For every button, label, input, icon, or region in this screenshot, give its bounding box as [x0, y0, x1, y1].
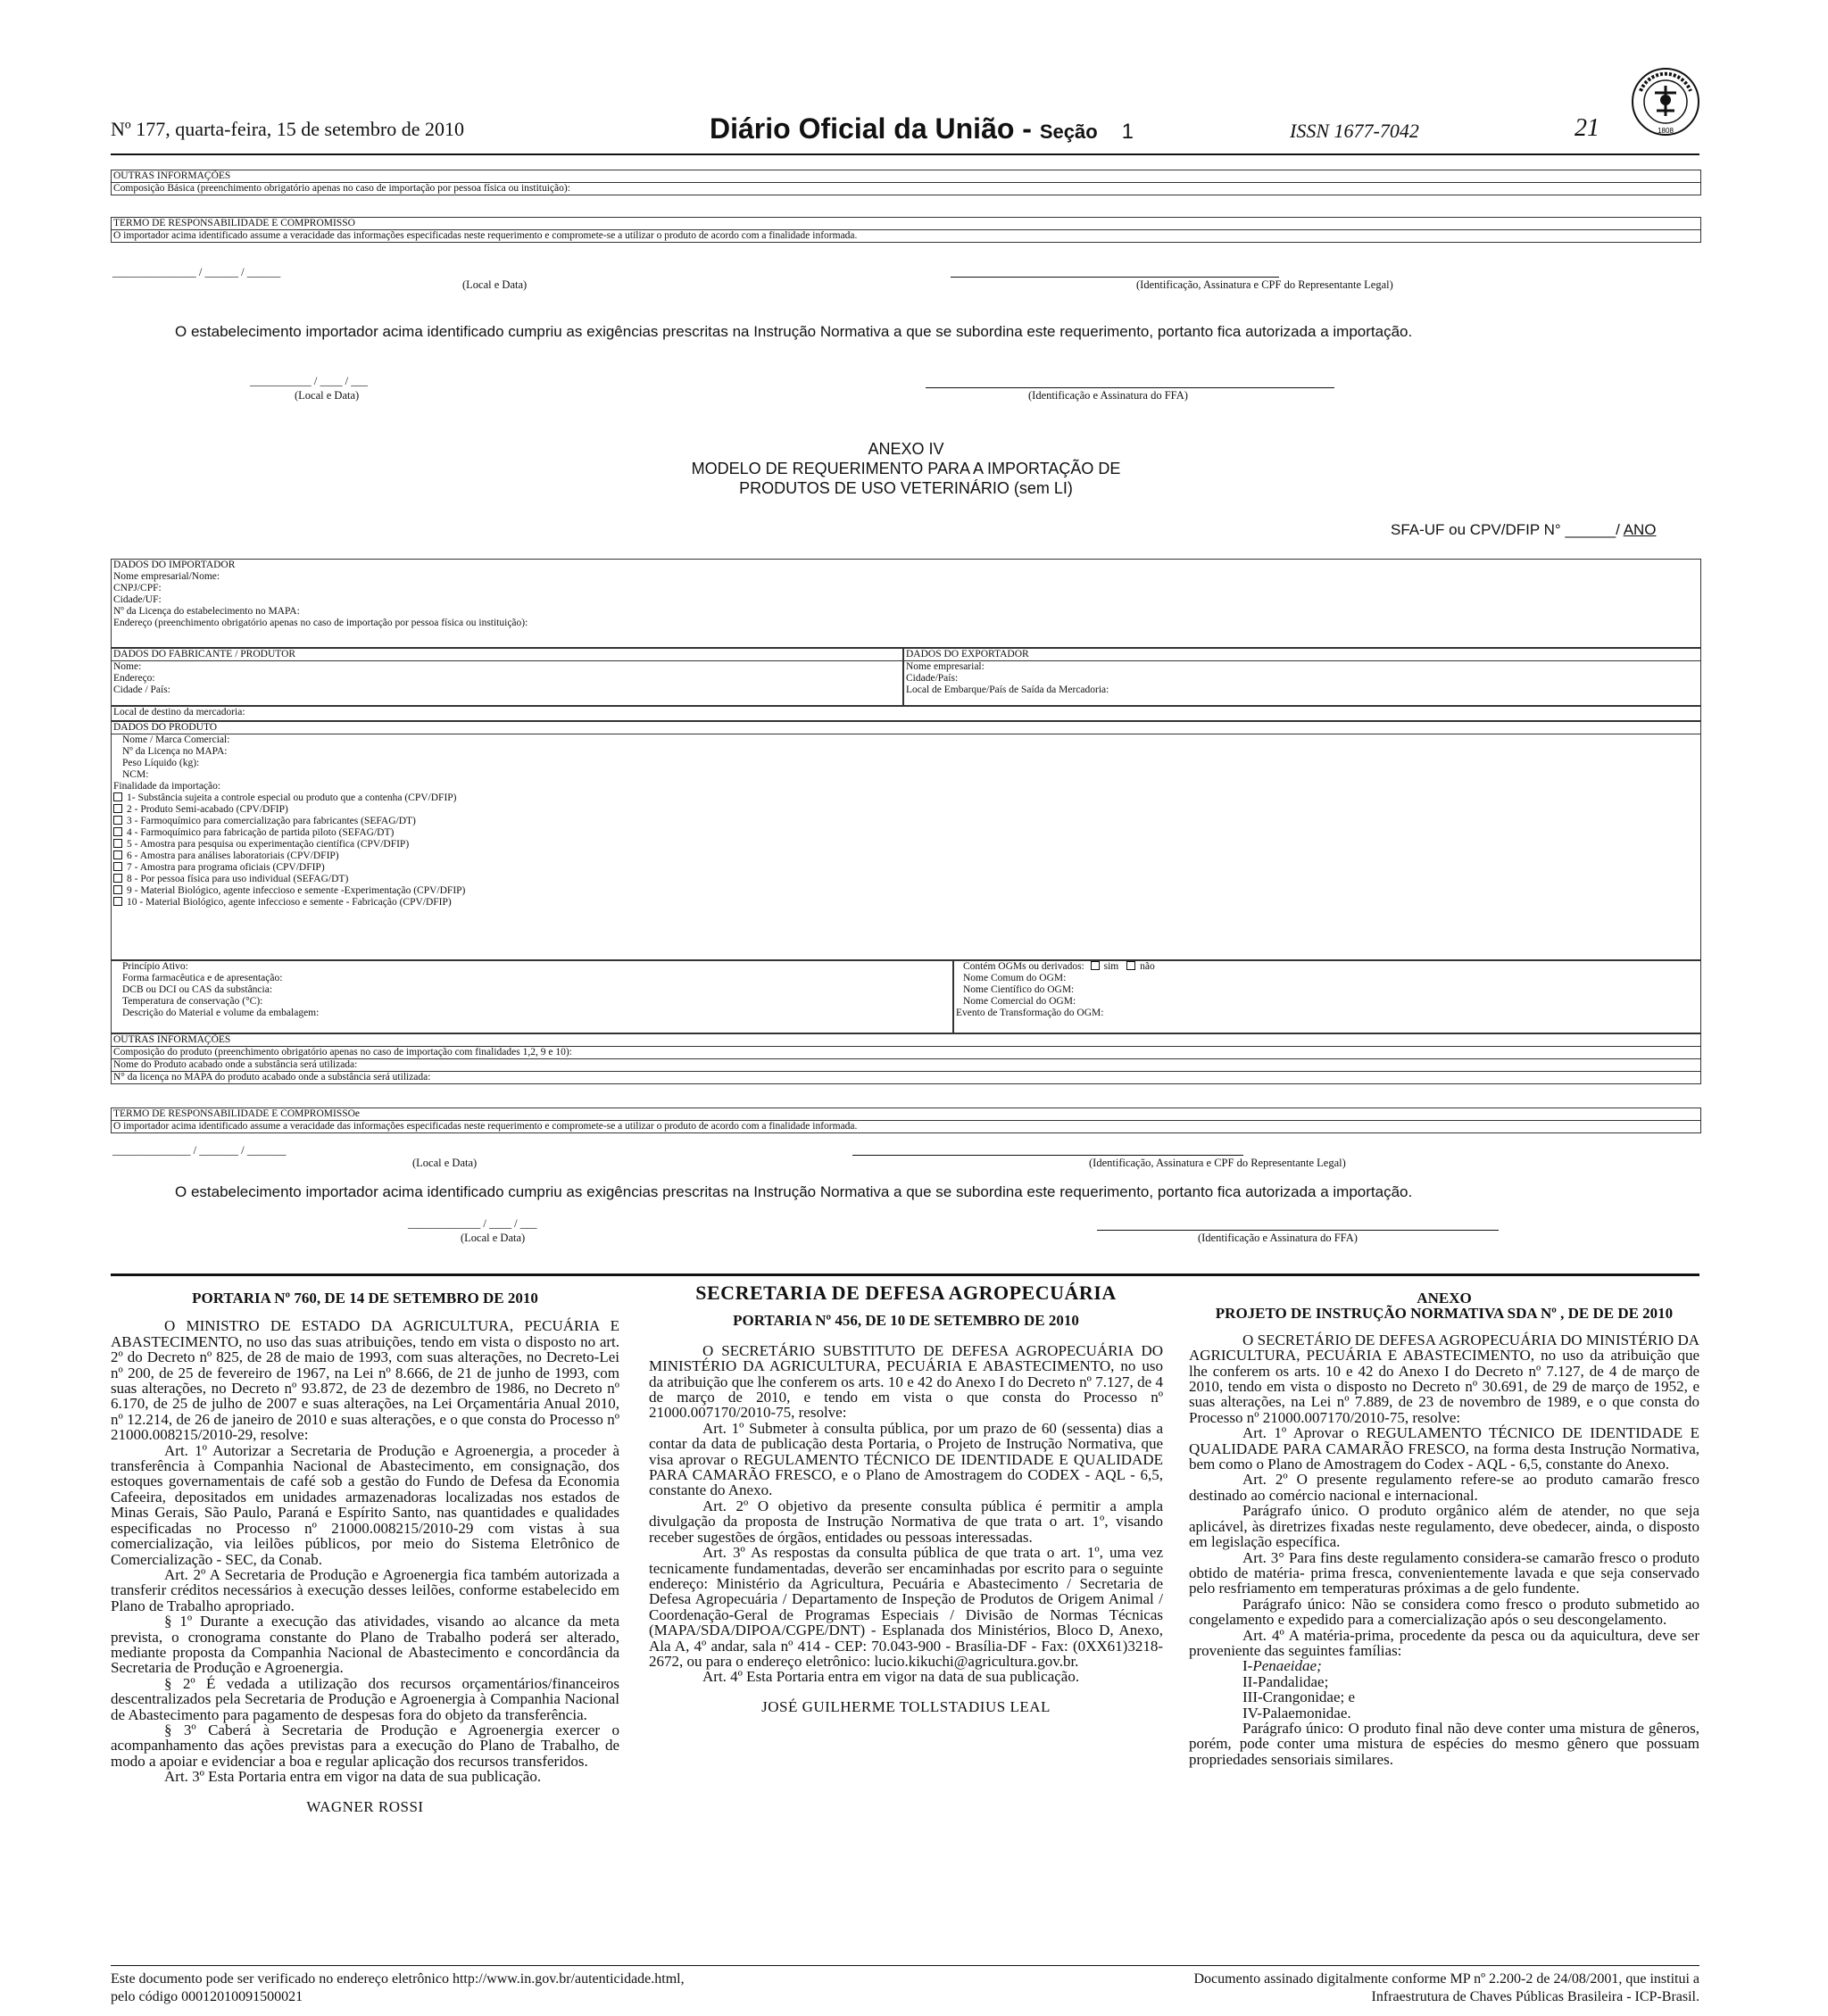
checkbox-9[interactable]	[113, 885, 122, 894]
signature-jose-guilherme: JOSÉ GUILHERME TOLLSTADIUS LEAL	[761, 1697, 1051, 1715]
finalidade-option-10: 10 - Material Biológico, agente infeccioso e semente - Fabricação (CPV/DFIP)	[112, 897, 1700, 908]
paragraph: Art. 3º Esta Portaria entra em vigor na data de sua publicação.	[164, 1768, 542, 1786]
checkbox-4[interactable]	[113, 827, 122, 836]
sfa-ano: ANO	[1623, 521, 1657, 538]
sfa-blank: ______/	[1565, 521, 1620, 538]
form2-date-blank-2: _____________ / ____ / ___	[408, 1217, 537, 1230]
form2-termo-text: O importador acima identificado assume a veracidade das informações especificadas neste requerimento e compromete-se a utilizar o produto de acordo com a finalidade informada.	[113, 1121, 858, 1132]
form1-outras-label: OUTRAS INFORMAÇÕES	[112, 170, 1700, 183]
exportador-box	[903, 648, 1701, 706]
paragraph: Art. 1º Aprovar o REGULAMENTO TÉCNICO DE IDENTIDADE E QUALIDADE PARA CAMARÃO FRESCO, na forma desta Instrução Normativa, bem como o Plano de Amostragem do Codex - AQL - 6,5, constante do Anexo.	[1189, 1424, 1699, 1473]
page-number: 21	[1575, 114, 1600, 142]
finalidade-option-3: 3 - Farmoquímico para comercialização para fabricantes (SEFAG/DT)	[112, 816, 1700, 827]
paragraph: Parágrafo único. O produto orgânico além de atender, no que seja aplicável, às diretrizes fixadas neste regulamento, deve obedecer, ainda, o disposto em legislação específica.	[1189, 1502, 1699, 1551]
svg-text:1808: 1808	[1658, 127, 1674, 135]
checkbox-7[interactable]	[113, 862, 122, 871]
form2-authorization-statement: O estabelecimento importador acima identificado cumpriu as exigências prescritas na Instrução Normativa a que se subordina este requerimento, portanto fica autorizada a importação.	[175, 1183, 1413, 1200]
gazette-name: Diário Oficial da União -	[710, 112, 1032, 145]
importador-box	[111, 559, 1701, 648]
verification-url-text: Este documento pode ser verificado no endereço eletrônico http://www.in.gov.br/autenticidade.html,	[111, 1971, 685, 1987]
form1-date-blank: _______________ / ______ / ______	[112, 266, 281, 278]
paragraph: § 2º É vedada a utilização dos recursos orçamentários/financeiros descentralizados pela Secretaria de Produção e Agroenergia à Companhia Nacional de Abastecimento para pagamento de despesas fora do objeto da transferência.	[111, 1674, 619, 1723]
principio-ativo: Princípio Ativo:	[122, 961, 188, 972]
gazette-title	[710, 112, 1134, 145]
paragraph: Art. 3° Para fins deste regulamento considera-se camarão fresco o produto obtido de matéria- prima fresca, convenientemente lavada e que seja conservado pelo resfriamento em temperaturas próximas a de gelo fundente.	[1189, 1548, 1699, 1597]
form1-ident-ffa: (Identificação e Assinatura do FFA)	[1028, 389, 1188, 402]
paragraph: Art. 4º A matéria-prima, procedente da pesca ou da aquicultura, deve ser proveniente das seguintes famílias:	[1189, 1626, 1699, 1659]
finalidade-option-6: 6 - Amostra para análises laboratoriais (CPV/DFIP)	[112, 850, 1700, 862]
checkbox-6[interactable]	[113, 850, 122, 859]
ogm-nao-label: não	[1140, 961, 1155, 972]
paragraph: § 1º Durante a execução das atividades, visando ao alcance da meta prevista, o cronograma constante do Plano de Trabalho poderá ser alterado, mediante proposta da Companhia Nacional de Abastecimento e concordância da Secretaria de Produção e Agroenergia.	[111, 1613, 619, 1677]
digital-signature-note: Documento assinado digitalmente conforme MP nº 2.200-2 de 24/08/2001, que institui a	[1193, 1971, 1699, 1987]
form1-authorization-statement: O estabelecimento importador acima identificado cumpriu as exigências prescritas na Instrução Normativa a que se subordina este requerimento, portanto fica autorizada a importação.	[175, 323, 1413, 340]
paragraph: Art. 2º A Secretaria de Produção e Agroenergia fica também autorizada a transferir créditos necessários à execução desses leilões, conforme estabelecido em Plano de Trabalho apropriado.	[111, 1565, 619, 1614]
form1-termo-title: TERMO DE RESPONSABILIDADE E COMPROMISSO	[112, 218, 1700, 230]
paragraph: Art. 2º O presente regulamento refere-se ao produto camarão fresco destinado ao comércio nacional e internacional.	[1189, 1471, 1699, 1504]
importador-licenca: Nº da Licença do estabelecimento no MAPA:	[113, 606, 300, 617]
ogm-nome-comercial: Nome Comercial do OGM:	[963, 996, 1076, 1007]
form1-term-box	[111, 217, 1701, 243]
anexo-title: ANEXO	[1417, 1290, 1472, 1307]
form2-other-info-box	[111, 1033, 1701, 1084]
fabricante-nome: Nome:	[113, 661, 142, 672]
anexo-iv-line1: ANEXO IV	[868, 440, 944, 458]
checkbox-2[interactable]	[113, 804, 122, 813]
form2-licenca-acabado: N° da licença no MAPA do produto acabado onde a substância será utilizada:	[113, 1072, 431, 1083]
form1-local-data: (Local e Data)	[462, 278, 528, 291]
form1-composicao-label: Composição Básica (preenchimento obrigatório apenas no caso de importação por pessoa física ou instituição):	[113, 183, 570, 194]
produto-box	[111, 721, 1701, 960]
fabricante-endereco: Endereço:	[113, 673, 155, 684]
paragraph: Parágrafo único: O produto final não deve conter uma mistura de gêneros, porém, pode conter uma mistura de espécies do mesmo gênero que possuam propriedades sensoriais similares.	[1189, 1719, 1699, 1768]
checkbox-3[interactable]	[113, 816, 122, 825]
finalidade-option-1: 1- Substância sujeita a controle especial ou produto que a contenha (CPV/DFIP)	[112, 792, 1700, 804]
issn: ISSN 1677-7042	[1290, 120, 1419, 142]
produto-peso: Peso Líquido (kg):	[122, 758, 200, 768]
form1-date-blank-2: ___________ / ____ / ___	[250, 375, 368, 387]
exportador-nome: Nome empresarial:	[906, 661, 985, 672]
form2-termo-title: TERMO DE RESPONSABILIDADE E COMPROMISSOe	[112, 1108, 1700, 1121]
ogm-box	[953, 960, 1701, 1033]
paragraph: Art. 3º As respostas da consulta pública de que trata o art. 1º, uma vez tecnicamente fundamentadas, deverão ser encaminhadas por escrito para o seguinte endereço: Ministério da Agricultura, Pecuária e Abastecimento / Secretaria de Defesa Agropecuária / Departamento de Inspeção de Produtos de Origem Animal / Coordenação-Geral de Programas Especiais / Divisão de Normas Técnicas (MAPA/SDA/DIPOA/CGPE/DNT) - Esplanada dos Ministérios, Bloco D, Anexo, Ala A, 4º andar, sala nº 414 - CEP: 70.043-900 - Brasília-DF - Fax: (0XX61)3218-2672, ou para o endereço eletrônico: lucio.kikuchi@agricultura.gov.br.	[649, 1544, 1163, 1670]
forma-farmaceutica: Forma farmacêutica e de apresentação:	[122, 973, 283, 983]
column-portaria-760	[111, 1290, 619, 1814]
exportador-header: DADOS DO EXPORTADOR	[904, 649, 1700, 661]
checkbox-1[interactable]	[113, 792, 122, 801]
form2-ident-ffa: (Identificação e Assinatura do FFA)	[1198, 1232, 1358, 1244]
checkbox-8[interactable]	[113, 874, 122, 883]
principio-box	[111, 960, 953, 1033]
ogm-sim-label: sim	[1103, 961, 1119, 972]
anexo-iv-line3: PRODUTOS DE USO VETERINÁRIO (sem LI)	[739, 479, 1073, 497]
finalidade-option-5: 5 - Amostra para pesquisa ou experimentação científica (CPV/DFIP)	[112, 839, 1700, 850]
paragraph: O SECRETÁRIO DE DEFESA AGROPECUÁRIA DO MINISTÉRIO DA AGRICULTURA, PECUÁRIA E ABASTECIMENTO, no uso da atribuição que lhe conferem os arts. 10 e 42 do Anexo I do Decreto nº 7.127, de 4 de março de 2010, tendo em vista o disposto no Decreto nº 30.691, de 29 de março de 1952, e suas alterações, na Lei nº 7.889, de 23 de novembro de 1989, e o que consta do Processo nº 21000.007170/2010-75, resolve:	[1189, 1331, 1699, 1426]
footer-rule	[111, 1965, 1699, 1966]
family-2: II-Pandalidae;	[1242, 1672, 1329, 1690]
form2-term-box	[111, 1108, 1701, 1133]
form2-date-blank: ______________ / _______ / _______	[112, 1144, 287, 1157]
finalidade-option-8: 8 - Por pessoa física para uso individual (SEFAG/DT)	[112, 874, 1700, 885]
checkbox-10[interactable]	[113, 897, 122, 906]
section-number: 1	[1121, 120, 1134, 144]
ogm-evento: Evento de Transformação do OGM:	[956, 1008, 1104, 1018]
ogm-nao-checkbox[interactable]	[1126, 961, 1135, 970]
icp-brasil-note: Infraestrutura de Chaves Públicas Brasileira - ICP-Brasil.	[1371, 1989, 1699, 2004]
form1-signature-line	[951, 277, 1279, 278]
exportador-embarque: Local de Embarque/País de Saída da Mercadoria:	[906, 684, 1109, 695]
produto-header: DADOS DO PRODUTO	[112, 722, 1700, 734]
ogm-contem: Contém OGMs ou derivados: sim não	[963, 961, 1155, 972]
paragraph: Parágrafo único: Não se considera como fresco o produto submetido ao congelamento e expedido para a comercialização após o seu descongelamento.	[1189, 1595, 1699, 1629]
ogm-nome-comum: Nome Comum do OGM:	[963, 973, 1067, 983]
family-3: III-Crangonidae; e	[1242, 1688, 1356, 1706]
finalidade-option-4: 4 - Farmoquímico para fabricação de partida piloto (SEFAG/DT)	[112, 827, 1700, 839]
importador-nome: Nome empresarial/Nome:	[113, 571, 220, 582]
form1-other-info-box	[111, 170, 1701, 195]
column-portaria-456	[649, 1282, 1163, 1715]
sfa-label: SFA-UF ou CPV/DFIP N°	[1391, 521, 1561, 538]
ogm-sim-checkbox[interactable]	[1091, 961, 1100, 970]
section-label: Seção	[1039, 120, 1098, 143]
checkbox-5[interactable]	[113, 839, 122, 848]
importador-cnpj: CNPJ/CPF:	[113, 583, 162, 593]
ogm-nome-cientifico: Nome Científico do OGM:	[963, 984, 1075, 995]
fabricante-box	[111, 648, 903, 706]
form1-local-data-2: (Local e Data)	[295, 389, 360, 402]
descricao-material: Descrição do Material e volume da embalagem:	[122, 1008, 320, 1018]
paragraph: O MINISTRO DE ESTADO DA AGRICULTURA, PECUÁRIA E ABASTECIMENTO, no uso das suas atribuições, tendo em vista o disposto no art. 2º do Decreto nº 825, de 28 de maio de 1993, com suas alterações, no Decreto-Lei nº 200, de 25 de fevereiro de 1967, na Lei nº 8.666, de 21 de junho de 1993, com suas alterações, no Decreto nº 93.872, de 23 de dezembro de 1986, no Decreto nº 6.170, de 25 de julho de 2007 e suas alterações, na Lei Orçamentária Anual 2010, nº 12.214, de 26 de janeiro de 2010 e suas alterações, e o que consta do Processo nº 21000.008215/2010-29, resolve:	[111, 1317, 619, 1444]
form1-termo-text: O importador acima identificado assume a veracidade das informações especificadas neste requerimento e compromete-se a utilizar o produto de acordo com a finalidade informada.	[113, 230, 858, 241]
paragraph: O SECRETÁRIO SUBSTITUTO DE DEFESA AGROPECUÁRIA DO MINISTÉRIO DA AGRICULTURA, PECUÁRIA E ABASTECIMENTO, no uso da atribuição que lhe conferem os arts. 10 e 42 do Anexo I do Decreto nº 7.127, de 4 de março de 2010, e tendo em vista o que consta do Processo nº 21000.007170/2010-75, resolve:	[649, 1341, 1163, 1422]
imprensa-nacional-seal-icon	[1630, 66, 1701, 137]
signature-wagner-rossi: WAGNER ROSSI	[306, 1797, 424, 1815]
footer-right	[1194, 1970, 1700, 2006]
sfa-reference	[1391, 521, 1657, 539]
column-anexo-instrucao	[1189, 1290, 1699, 1767]
family-4: IV-Palaemonidae.	[1242, 1704, 1351, 1721]
issue-line: Nº 177, quarta-feira, 15 de setembro de 2010	[111, 118, 464, 140]
dcb-dci-cas: DCB ou DCI ou CAS da substância:	[122, 984, 273, 995]
form1-ident-cpf: (Identificação, Assinatura e CPF do Representante Legal)	[1136, 278, 1393, 291]
secretaria-heading: SECRETARIA DE DEFESA AGROPECUÁRIA	[695, 1282, 1117, 1304]
destino-label: Local de destino da mercadoria:	[113, 707, 245, 718]
form2-nome-acabado: Nome do Produto acabado onde a substância será utilizada:	[112, 1059, 1700, 1072]
produto-nome: Nome / Marca Comercial:	[122, 734, 230, 745]
form2-ffa-line	[1097, 1230, 1499, 1231]
section-rule	[111, 1273, 1699, 1276]
produto-licenca: Nº da Licença no MAPA:	[122, 746, 228, 757]
header-rule	[111, 153, 1699, 155]
paragraph: Art. 1º Submeter à consulta pública, por um prazo de 60 (sessenta) dias a contar da data de publicação desta Portaria, o Projeto de Instrução Normativa, que visa aprovar o REGULAMENTO TÉCNICO DE IDENTIDADE E QUALIDADE PARA CAMARÃO FRESCO, e o Plano de Amostragem do CODEX - AQL - 6,5, constante do Anexo.	[649, 1419, 1163, 1499]
fabricante-header: DADOS DO FABRICANTE / PRODUTOR	[112, 649, 902, 661]
exportador-cidade: Cidade/País:	[906, 673, 959, 684]
importador-header: DADOS DO IMPORTADOR	[113, 560, 236, 570]
form2-composicao-label: Composição do produto (preenchimento obrigatório apenas no caso de importação com finalidades 1,2, 9 e 10):	[112, 1047, 1700, 1059]
temperatura: Temperatura de conservação (°C):	[122, 996, 263, 1007]
importador-cidade: Cidade/UF:	[113, 594, 162, 605]
form2-outras-label: OUTRAS INFORMAÇÕES	[112, 1034, 1700, 1047]
form2-signature-line	[852, 1155, 1243, 1156]
destino-box	[111, 706, 1701, 721]
verification-code: pelo código 00012010091500021	[111, 1989, 303, 2004]
form2-local-data-2: (Local e Data)	[461, 1232, 526, 1244]
importador-endereco: Endereço (preenchimento obrigatório apenas no caso de importação por pessoa física ou instituição):	[113, 618, 528, 628]
portaria-456-title: PORTARIA Nº 456, DE 10 DE SETEMBRO DE 2010	[733, 1312, 1079, 1330]
finalidade-option-9: 9 - Material Biológico, agente infeccioso e semente -Experimentação (CPV/DFIP)	[112, 885, 1700, 897]
fabricante-cidade: Cidade / País:	[113, 684, 170, 695]
form1-ffa-line	[926, 387, 1334, 388]
finalidade-option-2: 2 - Produto Semi-acabado (CPV/DFIP)	[112, 804, 1700, 816]
form2-local-data: (Local e Data)	[412, 1157, 478, 1169]
family-1: I-Penaeidae;	[1242, 1657, 1322, 1675]
portaria-760-title: PORTARIA Nº 760, DE 14 DE SETEMBRO DE 2010	[192, 1290, 538, 1307]
form2-ident-cpf: (Identificação, Assinatura e CPF do Representante Legal)	[1089, 1157, 1346, 1169]
produto-ncm: NCM:	[122, 769, 149, 780]
paragraph: Art. 4º Esta Portaria entra em vigor na data de sua publicação.	[702, 1668, 1080, 1686]
footer-left	[111, 1970, 685, 2006]
finalidade-label: Finalidade da importação:	[113, 781, 221, 792]
paragraph: § 3º Caberá à Secretaria de Produção e Agroenergia exercer o acompanhamento das ações previstas para a execução do Plano de Trabalho, de modo a apoiar e evidenciar a boa e regular aplicação dos recursos transferidos.	[111, 1721, 619, 1770]
anexo-iv-heading	[625, 439, 1187, 498]
anexo-iv-line2: MODELO DE REQUERIMENTO PARA A IMPORTAÇÃO DE	[691, 460, 1121, 477]
projeto-instrucao-title: PROJETO DE INSTRUÇÃO NORMATIVA SDA Nº , DE DE DE 2010	[1215, 1305, 1674, 1323]
paragraph: Art. 1º Autorizar a Secretaria de Produção e Agroenergia, a proceder à transferência à Companhia Nacional de Abastecimento, em consignação, dos estoques governamentais de café sob a gestão do Fundo de Defesa da Economia Cafeeira, depositados em unidades armazenadoras localizadas nos estados de Minas Gerais, São Paulo, Paraná e Espírito Santo, nas quantidades e qualidades especificadas no Processo nº 21000.008215/2010-29 com vistas à sua comercialização, via leilões públicos, por meio do Sistema Eletrônico de Comercialização - SEC, da Conab.	[111, 1441, 619, 1568]
finalidade-option-7: 7 - Amostra para programa oficiais (CPV/DFIP)	[112, 862, 1700, 874]
paragraph: Art. 2º O objetivo da presente consulta pública é permitir a ampla divulgação da proposta de Instrução Normativa de que trata o art. 1º, visando receber sugestões de órgãos, entidades ou pessoas interessadas.	[649, 1497, 1163, 1546]
